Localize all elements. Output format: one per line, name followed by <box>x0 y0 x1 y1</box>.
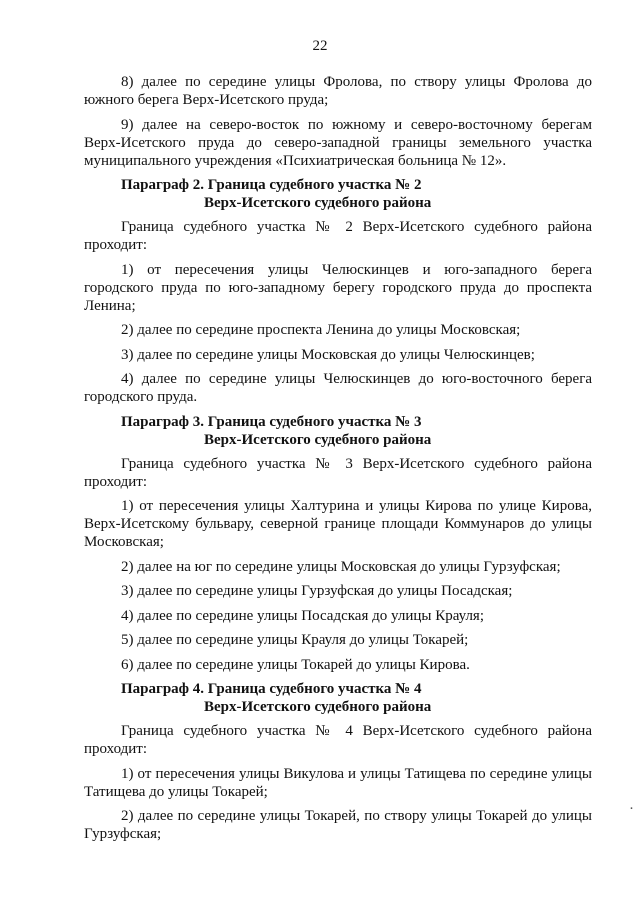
paragraph-intro: Граница судебного участка № 2 Верх-Исетского судебного района проходит: <box>84 219 592 253</box>
paragraph-item-9: 9) далее на северо-восток по южному и северо-восточному берегам Верх-Исетского пруда до северо-западной границы земельного участка муниципального учреждения «Психиатрическая больница № 12». <box>84 116 592 169</box>
paragraph-intro: Граница судебного участка № 3 Верх-Исетского судебного района проходит: <box>84 455 592 490</box>
margin-mark: · <box>629 801 634 817</box>
paragraph-item-1: 1) от пересечения улицы Викулова и улицы Татищева по середине улицы Татищева до улицы Токарей; <box>84 765 592 800</box>
heading-line-2: Верх-Исетского судебного района <box>204 195 432 211</box>
paragraph-item-2: 2) далее по середине проспекта Ленина до улицы Московская; <box>121 322 521 338</box>
heading-line-1: Параграф 2. Граница судебного участка № 2 <box>121 177 422 193</box>
section-heading-paragraph-3 <box>84 413 592 449</box>
paragraph-item-5: 5) далее по середине улицы Крауля до улицы Токарей; <box>121 632 469 648</box>
heading-line-1: Параграф 3. Граница судебного участка № 3 <box>121 413 422 430</box>
paragraph-item-1: 1) от пересечения улицы Челюскинцев и юго-западного берега городского пруда по юго-западному берегу городского пруда до проспекта Ленина; <box>84 261 592 314</box>
paragraph-item-2: 2) далее по середине улицы Токарей, по створу улицы Токарей до улицы Гурзуфская; <box>84 808 592 842</box>
paragraph-item-3: 3) далее по середине улицы Гурзуфская до улицы Посадская; <box>121 583 513 599</box>
heading-line-1: Параграф 4. Граница судебного участка № 4 <box>121 681 422 697</box>
page-number: 22 <box>312 38 328 54</box>
heading-line-2: Верх-Исетского судебного района <box>204 699 432 715</box>
paragraph-item-2: 2) далее на юг по середине улицы Московская до улицы Гурзуфская; <box>121 558 561 575</box>
heading-line-2: Верх-Исетского судебного района <box>204 431 432 448</box>
paragraph-intro: Граница судебного участка № 4 Верх-Исетского судебного района проходит: <box>84 723 592 757</box>
section-heading-paragraph-4 <box>84 680 592 716</box>
document-body <box>84 73 592 850</box>
paragraph-item-3: 3) далее по середине улицы Московская до улицы Челюскинцев; <box>121 346 535 363</box>
paragraph-item-1: 1) от пересечения улицы Халтурина и улицы Кирова по улице Кирова, Верх-Исетскому бульвару, северной границе площади Коммунаров до улицы Московская; <box>84 498 592 550</box>
paragraph-item-4: 4) далее по середине улицы Челюскинцев до юго-восточного берега городского пруда. <box>84 371 592 405</box>
paragraph-item-6: 6) далее по середине улицы Токарей до улицы Кирова. <box>121 656 470 673</box>
section-heading-paragraph-2 <box>84 176 592 212</box>
paragraph-item-4: 4) далее по середине улицы Посадская до улицы Крауля; <box>121 607 485 624</box>
paragraph-item-8: 8) далее по середине улицы Фролова, по створу улицы Фролова до южного берега Верх-Исетского пруда; <box>84 74 592 108</box>
